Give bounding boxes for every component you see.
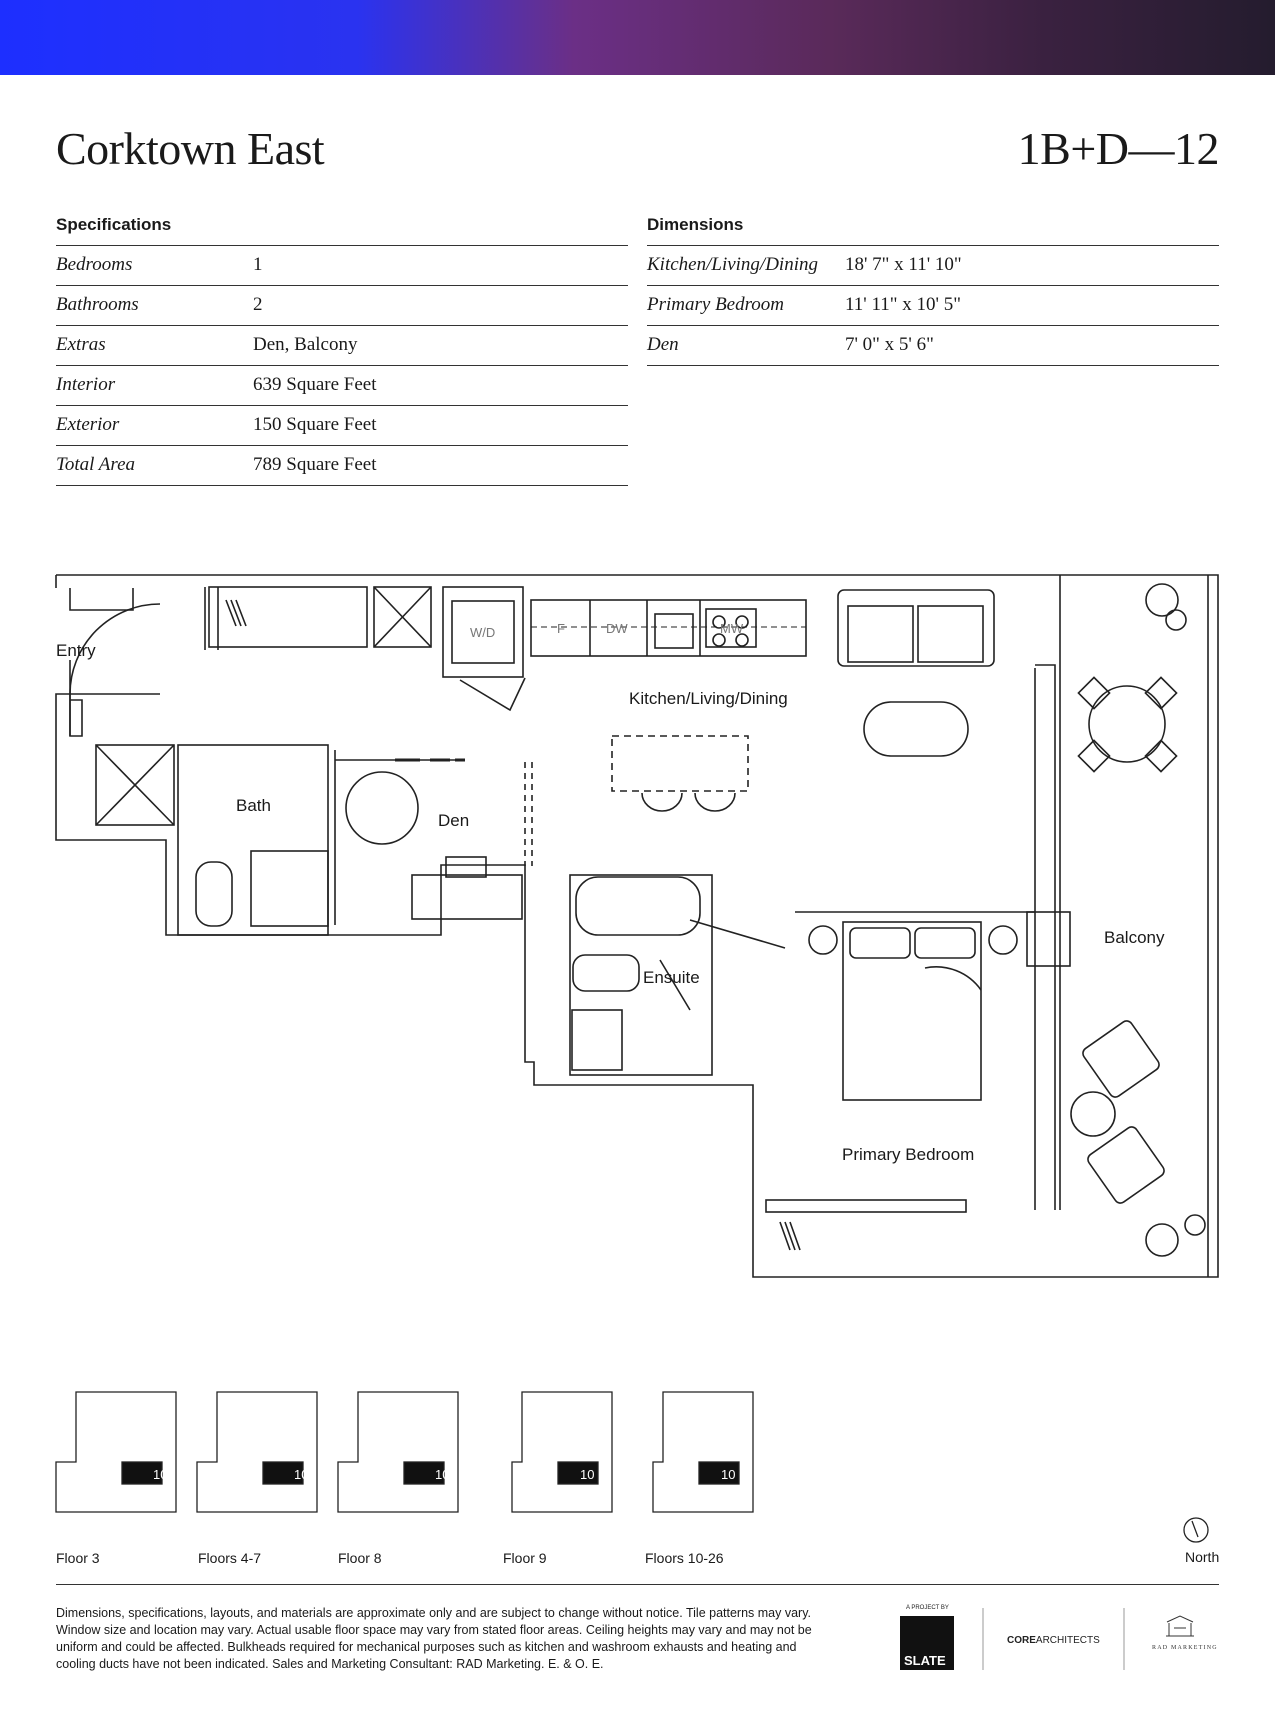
key-plan-unit-label: 10	[435, 1467, 450, 1482]
key-plan-unit-label: 10	[580, 1467, 595, 1482]
dimension-value: 11' 11" x 10' 5"	[845, 294, 961, 315]
key-plan-caption: Floor 8	[338, 1550, 382, 1566]
north-label: North	[1185, 1549, 1220, 1565]
dimension-label: Primary Bedroom	[647, 294, 785, 315]
dimension-row	[647, 326, 1219, 366]
spec-row	[56, 246, 628, 286]
key-plan-floors-10-26	[653, 1392, 753, 1512]
key-plan-floor-9	[512, 1392, 612, 1512]
room-label-balcony: Balcony	[1104, 928, 1165, 947]
appliance-label-dishwasher: DW	[606, 621, 628, 636]
dimension-row	[647, 246, 1219, 286]
key-plan-unit-label: 10	[294, 1467, 309, 1482]
spec-row	[56, 326, 628, 366]
dimension-label: Kitchen/Living/Dining	[647, 254, 818, 275]
slate-logo: SLATE	[904, 1653, 946, 1668]
key-plan-caption: Floors 4-7	[198, 1550, 262, 1566]
key-plan-unit-label: 10	[153, 1467, 168, 1482]
core-logo-bold: CORE	[1007, 1635, 1036, 1646]
key-plan-caption: Floors 10-26	[645, 1550, 724, 1566]
dimensions-table	[647, 212, 1219, 366]
spec-value: 639 Square Feet	[253, 374, 377, 395]
key-plan-caption: Floor 3	[56, 1550, 100, 1566]
spec-row	[56, 286, 628, 326]
key-plan-floors-4-7	[197, 1392, 317, 1512]
partner-logos	[890, 1598, 1220, 1678]
spec-label: Bedrooms	[56, 254, 133, 275]
spec-value: 789 Square Feet	[253, 454, 377, 475]
appliance-label-microwave: MW	[720, 621, 744, 636]
dimension-value: 7' 0" x 5' 6"	[845, 334, 934, 355]
footer-divider	[56, 1584, 1219, 1585]
spec-label: Total Area	[56, 454, 136, 475]
core-architects-logo	[1007, 1635, 1100, 1646]
room-label-kitchen: Kitchen/Living/Dining	[629, 689, 788, 708]
rad-marketing-emblem-icon	[1166, 1616, 1194, 1636]
spec-row	[56, 446, 628, 486]
room-label-bath: Bath	[236, 796, 271, 815]
room-label-entry: Entry	[56, 641, 96, 660]
spec-value: 1	[253, 254, 263, 275]
key-plan-floor-8	[338, 1392, 458, 1512]
project-title: Corktown East	[56, 123, 325, 174]
spec-label: Exterior	[56, 414, 120, 435]
disclaimer-text: Dimensions, specifications, layouts, and materials are approximate only and are subject to change without notice. Tile patterns may vary. Window size and location may vary. Actual usable floor space may vary from stated floor areas. Ceiling heights may vary and may not be uniform and could be affected. Bulkheads required for mechanical purposes such as kitchen and washroom exhausts and heating and cooling ducts have not been indicated. Sales and Marketing Consultant: RAD Marketing. E. & O. E.	[56, 1606, 812, 1671]
key-plan-unit-label: 10	[721, 1467, 736, 1482]
floor-plan	[0, 560, 1275, 1290]
unit-code: 1B+D—12	[1017, 123, 1219, 174]
spec-row	[56, 366, 628, 406]
room-label-bedroom: Primary Bedroom	[842, 1145, 975, 1164]
key-plans	[0, 1370, 1275, 1550]
specifications-table	[56, 212, 628, 486]
dimension-label: Den	[647, 334, 679, 355]
room-label-den: Den	[438, 811, 470, 830]
spec-value: Den, Balcony	[253, 334, 358, 355]
specifications-heading: Specifications	[56, 212, 628, 246]
core-logo-rest: ARCHITECTS	[1035, 1635, 1100, 1646]
spec-value: 2	[253, 294, 263, 315]
spec-label: Interior	[56, 374, 116, 395]
appliance-label-fridge: F	[557, 621, 565, 636]
slate-tagline: A PROJECT BY	[906, 1605, 949, 1611]
spec-label: Bathrooms	[56, 294, 139, 315]
spec-label: Extras	[56, 334, 106, 355]
key-plan-caption: Floor 9	[503, 1550, 547, 1566]
rad-marketing-logo: RAD MARKETING	[1152, 1645, 1218, 1651]
exterior-wall	[56, 575, 1218, 1277]
dimension-value: 18' 7" x 11' 10"	[845, 254, 962, 275]
spec-row	[56, 406, 628, 446]
header-gradient-bar	[0, 0, 1275, 75]
appliance-label-wd: W/D	[470, 625, 496, 640]
dimensions-heading: Dimensions	[647, 212, 1219, 246]
dimension-row	[647, 286, 1219, 326]
spec-value: 150 Square Feet	[253, 414, 377, 435]
key-plan-floor-3	[56, 1392, 176, 1512]
room-label-ensuite: Ensuite	[643, 968, 700, 987]
